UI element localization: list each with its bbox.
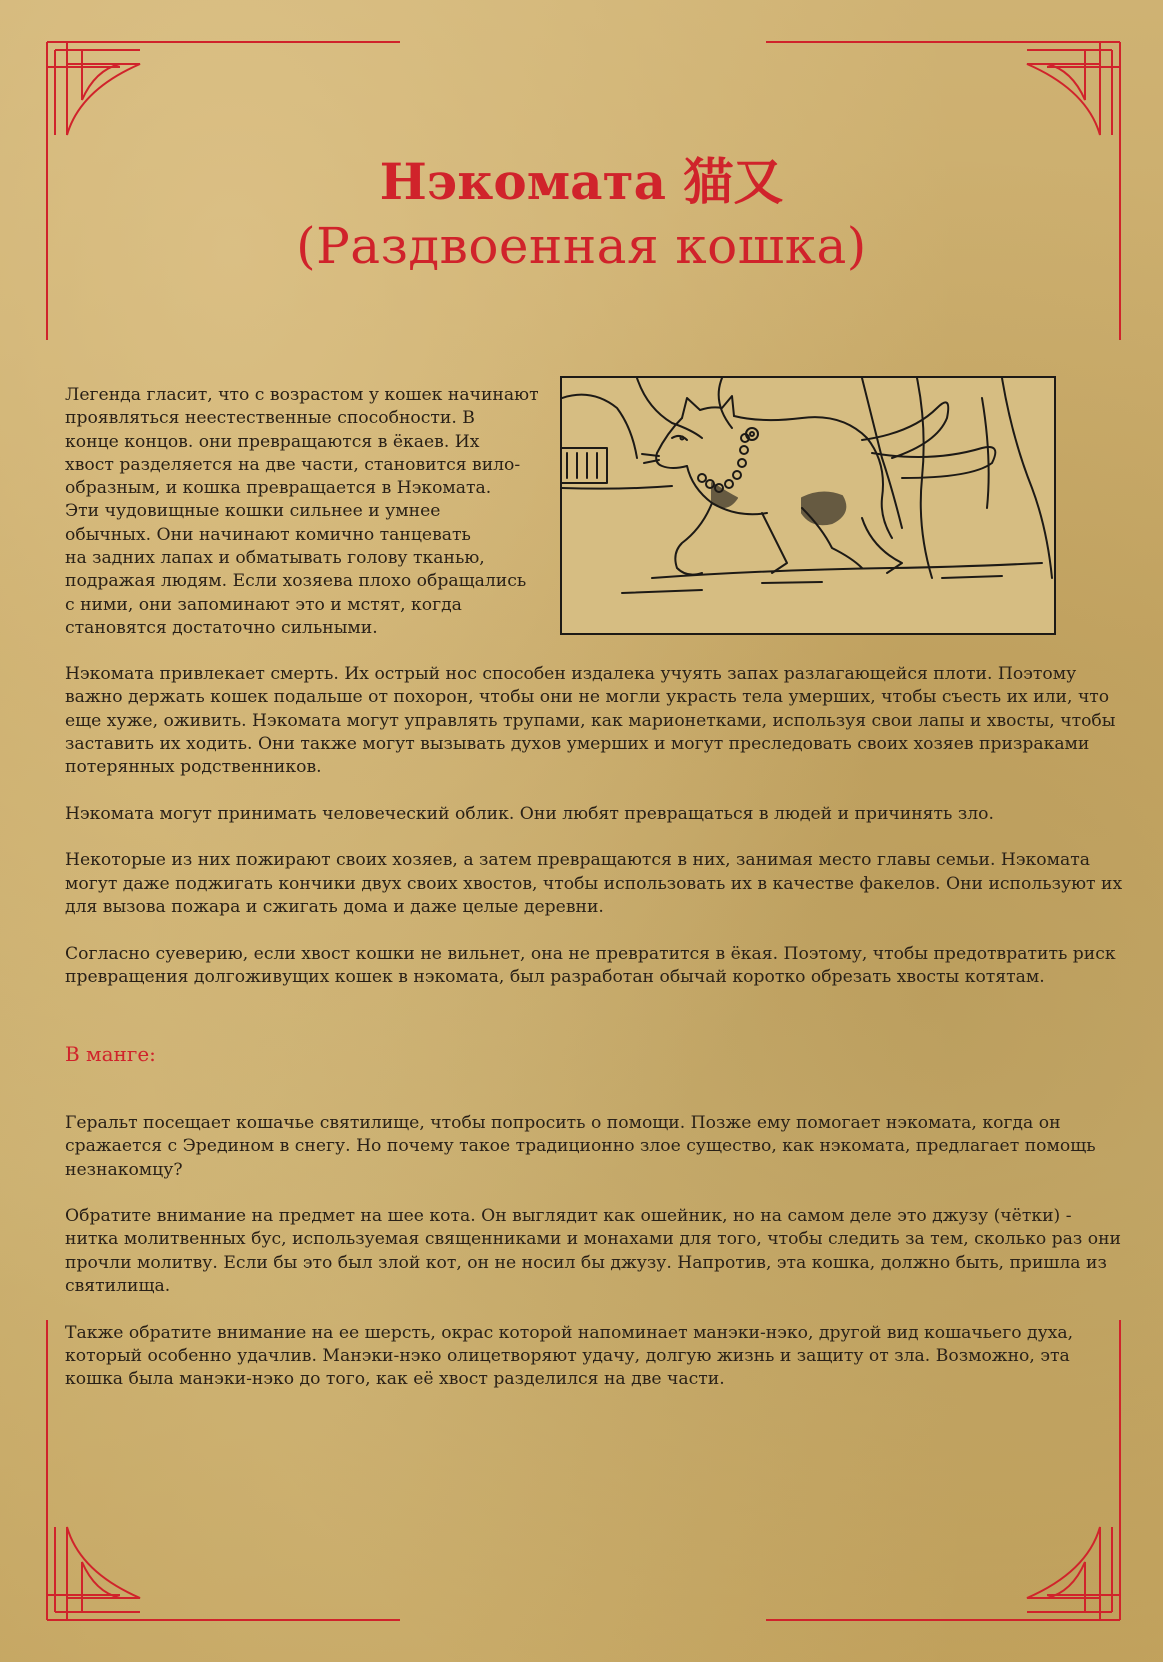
paragraph: Согласно суеверию, если хвост кошки не вильнет, она не превратится в ёкая. Поэтому, чтобы предотвратить риск превращения долгоживущих кошек в нэкомата, был разработан обычай коротко обрезать хвосты котятам.: [65, 943, 1116, 987]
intro-line: хвост разделяется на две части, становится вило-: [65, 454, 521, 475]
paragraph: Также обратите внимание на ее шерсть, окрас которой напоминает манэки-нэко, другой вид кошачьего духа, который особенно удачлив. Манэки-нэко олицетворяют удачу, долгую жизнь и защиту от зла. Возможно, эта кошка была манэки-нэко до того, как её хвост разделился на две части.: [65, 1322, 1074, 1390]
cat-illustration: [560, 376, 1056, 635]
intro-paragraph: [65, 384, 545, 640]
paragraph: Нэкомата могут принимать человеческий облик. Они любят превращаться в людей и причинять зло.: [65, 803, 994, 824]
paragraph: Нэкомата привлекает смерть. Их острый нос способен издалека учуять запах разлагающейся плоти. Поэтому важно держать кошек подальше от похорон, чтобы они не могли украсть тела умерших, чтобы съесть их или, что еще хуже, оживить. Нэкомата могут управлять трупами, как марионетками, используя свои лапы и хвосты, чтобы заставить их ходить. Они также могут вызывать духов умерших и могут преследовать своих хозяев призраками потерянных родственников.: [65, 664, 1116, 778]
manga-paragraphs: [65, 1112, 1125, 1415]
paragraph: Геральт посещает кошачье святилище, чтобы попросить о помощи. Позже ему помогает нэкомата, когда он сражается с Эредином в снегу. Но почему такое традиционно злое существо, как нэкомата, предлагает помощь незнакомцу?: [65, 1113, 1096, 1180]
intro-line: проявляться неестественные способности. В: [65, 408, 475, 429]
paragraph: Некоторые из них пожирают своих хозяев, а затем превращаются в них, занимая место главы семьи. Нэкомата могут даже поджигать кончики двух своих хвостов, чтобы использовать их в качестве факелов. Они используют их для вызова пожара и сжигать дома и даже целые деревни.: [65, 850, 1123, 917]
body-paragraphs: [65, 663, 1125, 1012]
title-main: Нэкомата 猫又: [379, 152, 784, 211]
walking-cat-icon: [562, 378, 1054, 633]
intro-line: конце концов. они превращаются в ёкаев. Их: [65, 431, 480, 452]
section-heading-manga: В манге:: [65, 1042, 156, 1066]
intro-line: подражая людям. Если хозяева плохо обращались: [65, 571, 527, 592]
intro-line: с ними, они запоминают это и мстят, когда: [65, 594, 462, 615]
intro-line: обычных. Они начинают комично танцевать: [65, 524, 471, 545]
intro-line: Легенда гласит, что с возрастом у кошек начинают: [65, 385, 539, 405]
title-subtitle: (Раздвоенная кошка): [296, 217, 867, 275]
intro-line: на задних лапах и обматывать голову тканью,: [65, 548, 485, 569]
intro-line: образным, и кошка превращается в Нэкомата.: [65, 478, 492, 499]
intro-line: Эти чудовищные кошки сильнее и умнее: [65, 501, 441, 522]
intro-line: становятся достаточно сильными.: [65, 617, 378, 638]
page-title: [0, 150, 1163, 278]
paragraph: Обратите внимание на предмет на шее кота. Он выглядит как ошейник, но на самом деле это джузу (чётки) - нитка молитвенных бус, используемая священниками и монахами для того, чтобы следить за тем, сколько раз они прочли молитву. Если бы это был злой кот, он не носил бы джузу. Напротив, эта кошка, должно быть, пришла из святилища.: [65, 1206, 1122, 1297]
